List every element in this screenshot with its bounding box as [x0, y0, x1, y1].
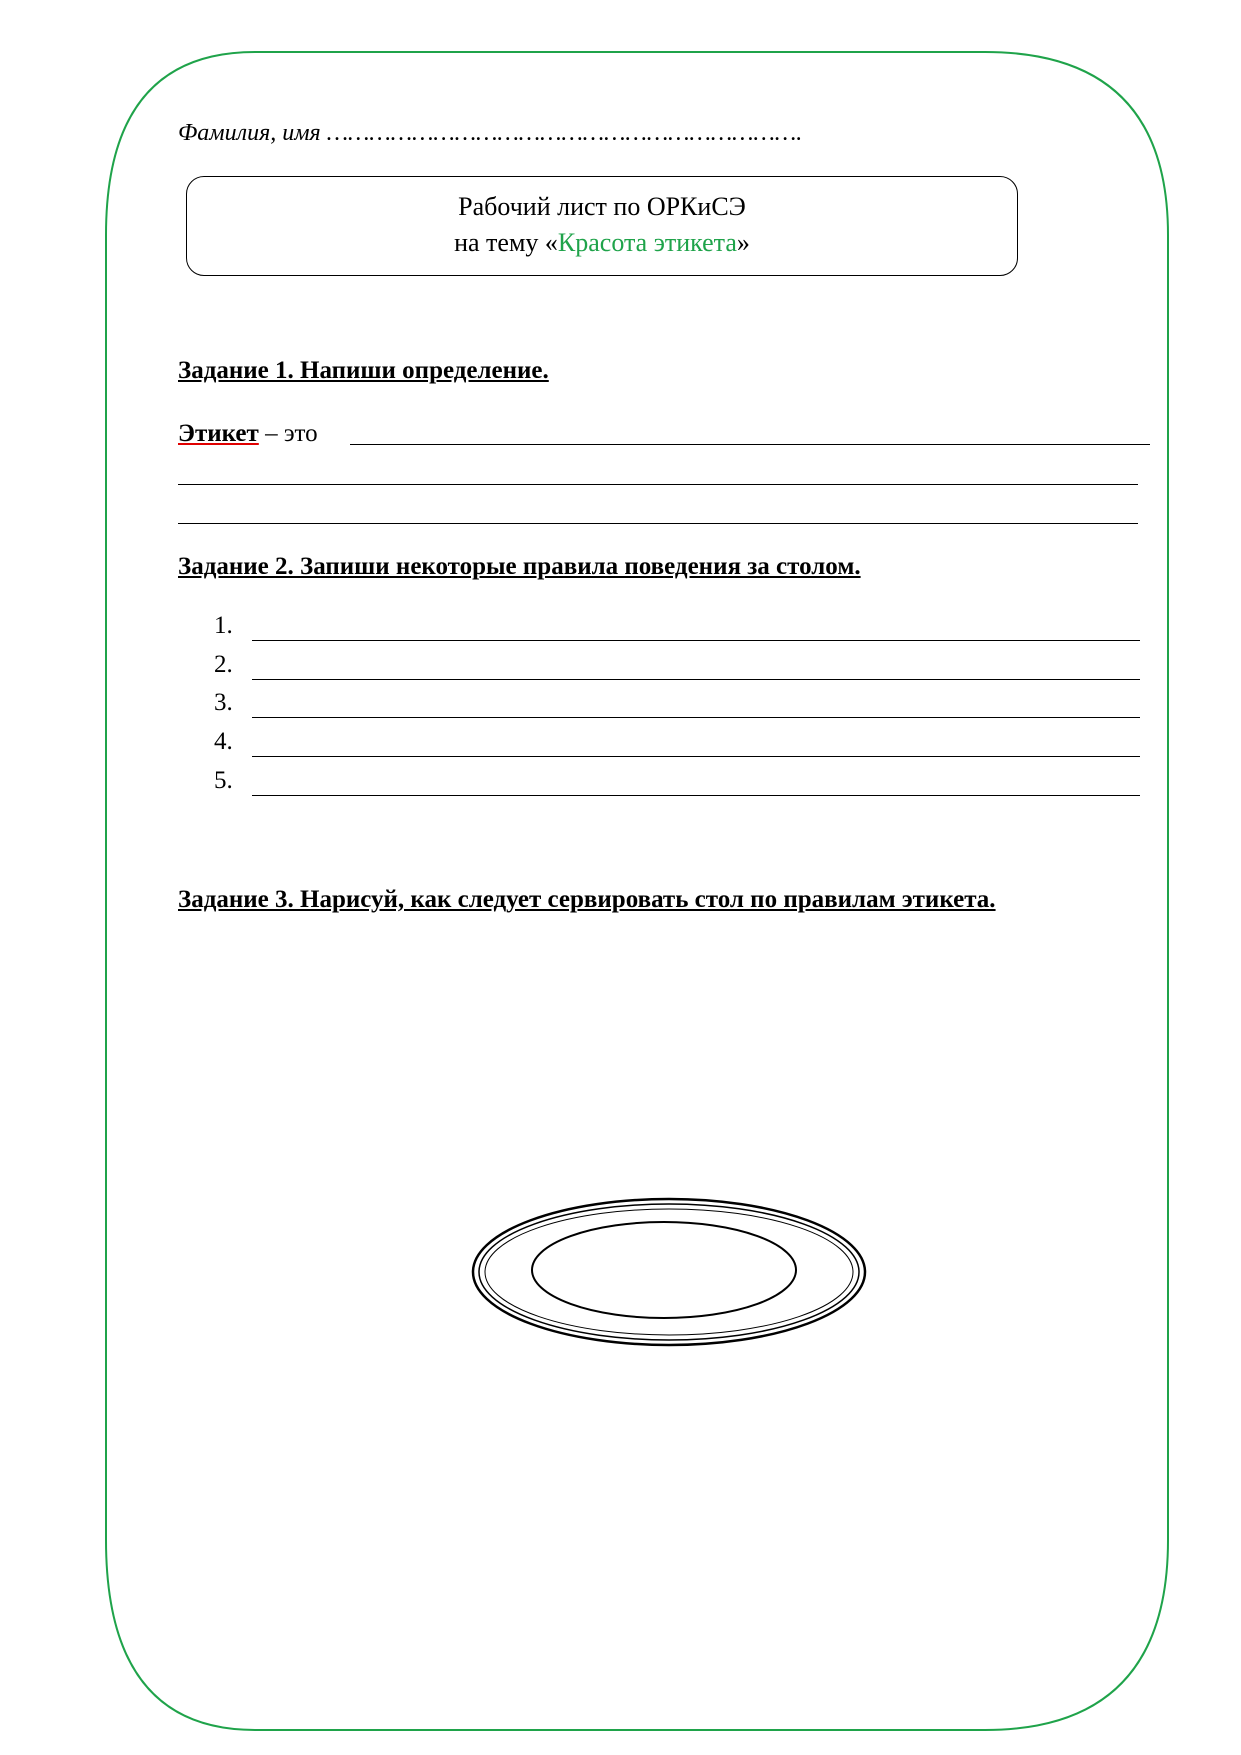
rule-answer-line-3[interactable]: [252, 717, 1140, 718]
definition-answer-line-2[interactable]: [178, 484, 1138, 485]
rule-number-5: 5.: [214, 767, 233, 794]
worksheet-title-box: [186, 176, 1018, 276]
topic-name: Красота этикета: [557, 228, 737, 257]
rule-answer-line-2[interactable]: [252, 679, 1140, 680]
plate-drawing: [465, 1190, 875, 1360]
task1-heading: Задание 1. Напиши определение.: [178, 357, 549, 384]
rule-answer-line-1[interactable]: [252, 640, 1140, 641]
student-name-line: [178, 120, 802, 147]
worksheet-topic-line: на тему «Красота этикета»: [454, 228, 750, 257]
rule-answer-line-5[interactable]: [252, 795, 1140, 796]
task3-heading: Задание 3. Нарисуй, как следует сервировать стол по правилам этикета.: [178, 886, 996, 913]
worksheet-title: Рабочий лист по ОРКиСЭ: [458, 192, 746, 221]
rule-answer-line-4[interactable]: [252, 756, 1140, 757]
name-label: Фамилия, имя: [178, 120, 321, 146]
rule-number-2: 2.: [214, 651, 233, 678]
rule-number-3: 3.: [214, 689, 233, 716]
definition-answer-line-3[interactable]: [178, 523, 1138, 524]
rule-number-4: 4.: [214, 728, 233, 755]
term-suffix: – это: [258, 420, 318, 447]
definition-line: [178, 420, 318, 448]
rule-number-1: 1.: [214, 612, 233, 639]
name-dots[interactable]: ………………………………………………………….: [326, 120, 803, 146]
task2-heading: Задание 2. Запиши некоторые правила поведения за столом.: [178, 553, 861, 580]
definition-answer-line-1[interactable]: [350, 444, 1150, 445]
term-etiquette: Этикет: [178, 420, 259, 447]
